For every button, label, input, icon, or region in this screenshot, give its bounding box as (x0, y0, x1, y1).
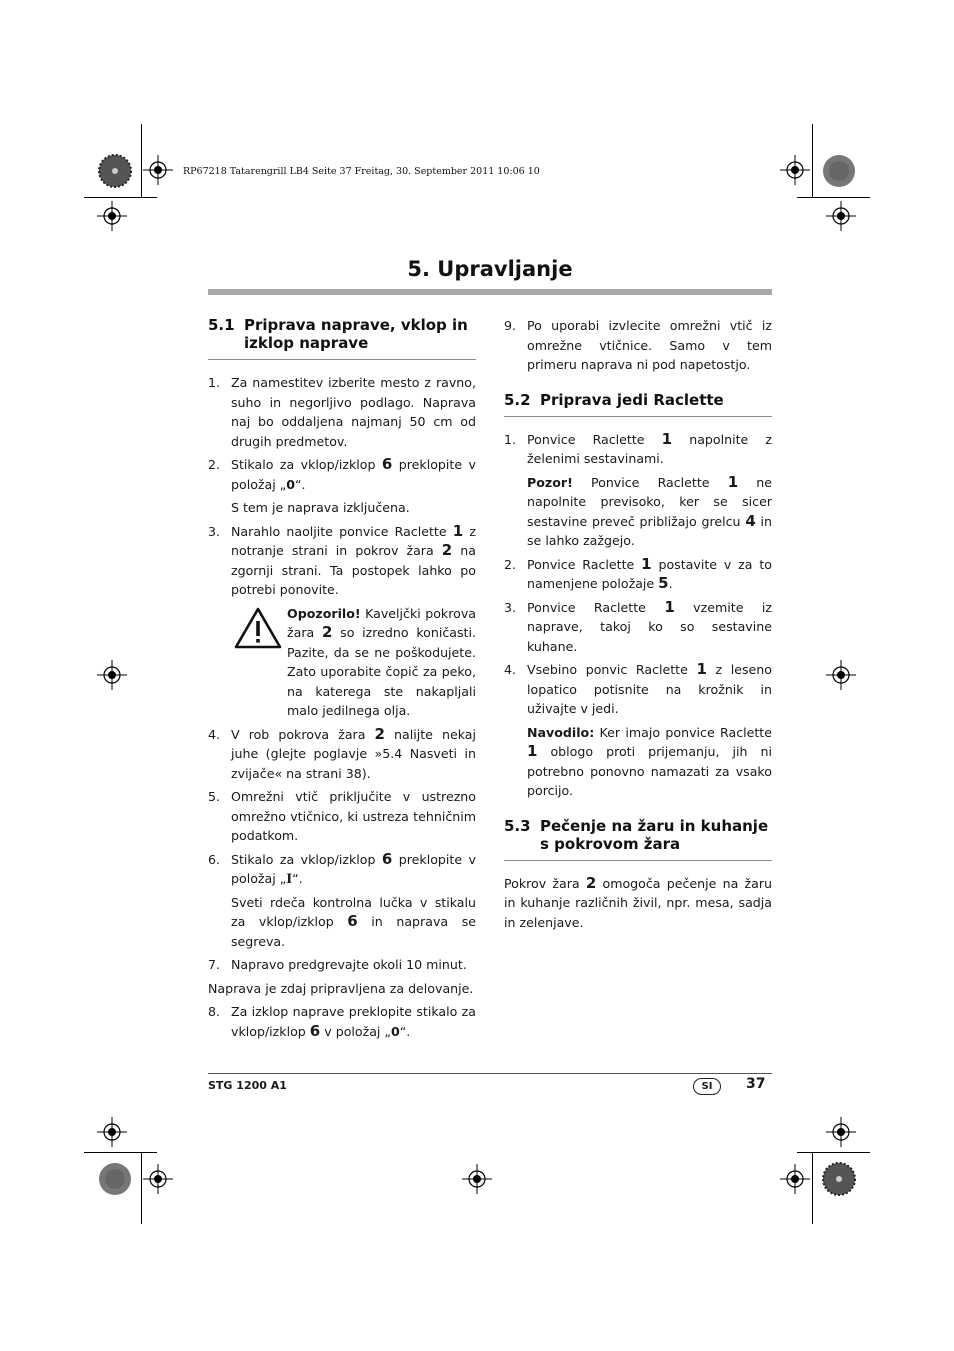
caution-label: Pozor! (527, 474, 573, 490)
model-number: STG 1200 A1 (208, 1079, 287, 1092)
instruction-label: Navodilo: (527, 724, 595, 740)
list-item: 3. Narahlo naoljite ponvice Raclette 1 z notranje strani in pokrov žara 2 na zgornji strani. Ta postopek lahko po potrebi ponovite. (208, 521, 476, 597)
page-title: 5. Upravljanje (407, 257, 573, 281)
list-item: 1. Za namestitev izberite mesto z ravno, suho in negorljivo podlago. Naprava naj bo oddaljena najmanj 50 cm od drugih predmetov. (208, 375, 476, 449)
instruction-note: Navodilo: Ker imajo ponvice Raclette 1 oblogo proti prijemanju, jih ni potrebno ponovno namazati za vsako porcijo. (527, 724, 772, 798)
list-item: 1. Ponvice Raclette 1 napolnite z želenimi sestavinami. (504, 429, 773, 466)
section-heading-5-2 (504, 391, 772, 417)
language-badge: SI (693, 1078, 721, 1095)
registration-mark-icon (826, 1117, 856, 1147)
section-heading-5-3 (504, 817, 772, 861)
warning-box: Opozorilo! Kaveljčki pokrova žara 2 so izredno koničasti. Pazite, da se ne poškodujete. Zato uporabite čopič za peko, na katerega ste nakapljali malo jedilnega olja. (208, 604, 476, 721)
paragraph: Naprava je zdaj pripravljena za delovanje. (208, 980, 474, 996)
list-item: 8. Za izklop naprave preklopite stikalo za vklop/izklop 6 v položaj „0“. (208, 1004, 476, 1040)
section-title: Pečenje na žaru in kuhanje s pokrovom žara (540, 816, 769, 853)
registration-mark-icon (826, 201, 856, 231)
section-number: 5.3 (504, 816, 531, 835)
list-item-note: S tem je naprava izključena. (231, 500, 410, 515)
registration-mark-icon (97, 660, 127, 690)
page-number: 37 (746, 1076, 766, 1092)
registration-mark-icon (97, 1117, 127, 1147)
list-item: 4. Vsebino ponvic Raclette 1 z leseno lopatico potisnite na krožnik in uživajte v jedi. (504, 660, 772, 716)
registration-mark-icon (97, 201, 127, 231)
section-title: Priprava naprave, vklop in izklop naprave (244, 316, 468, 352)
left-column (208, 316, 476, 1045)
registration-mark-icon (826, 660, 856, 690)
color-bar-rosette-icon (98, 154, 132, 188)
list-item: 5. Omrežni vtič priključite v ustrezno omrežno vtičnico, ki ustreza tehničnim podatkom. (208, 789, 476, 843)
title-underline-bar (208, 289, 772, 295)
caution-note: Pozor! Ponvice Raclette 1 ne napolnite previsoko, ker se sicer sestavine preveč približajo grelcu 4 in se lahko zažgejo. (527, 472, 773, 548)
registration-mark-icon (780, 155, 810, 185)
registration-mark-icon (143, 1164, 173, 1194)
list-item: 2. Ponvice Raclette 1 postavite v za to namenjene položaje 5. (504, 554, 772, 592)
registration-mark-icon (143, 155, 173, 185)
right-column (504, 316, 772, 936)
list-item: 4. V rob pokrova žara 2 nalijte nekaj juhe (glejte poglavje »5.4 Nasveti in zvijače« na strani 38). (208, 724, 476, 781)
warning-triangle-icon (233, 606, 283, 650)
color-bar-rosette-icon (98, 1162, 132, 1196)
warning-label: Opozorilo! (287, 605, 361, 621)
section-number: 5.1 (208, 316, 235, 334)
list-item: 7. Napravo predgrevajte okoli 10 minut. (208, 957, 467, 972)
registration-mark-icon (780, 1164, 810, 1194)
paragraph: Pokrov žara 2 omogoča pečenje na žaru in kuhanje različnih živil, npr. mesa, sadja in zelenjave. (504, 873, 772, 930)
list-item: 3. Ponvice Raclette 1 vzemite iz naprave, takoj ko so sestavine kuhane. (504, 597, 772, 654)
section-number: 5.2 (504, 390, 531, 409)
section-heading-5-1 (208, 316, 476, 360)
print-slug-line: RP67218 Tatarengrill LB4 Seite 37 Freitag, 30. September 2011 10:06 10 (183, 166, 540, 177)
registration-mark-icon (462, 1164, 492, 1194)
list-item-note: Sveti rdeča kontrolna lučka v stikalu za vklop/izklop 6 in naprava se segreva. (231, 894, 477, 949)
list-item: 6. Stikalo za vklop/izklop 6 preklopite v položaj „I“. (208, 849, 476, 886)
list-item: 2. Stikalo za vklop/izklop 6 preklopite v položaj „0“. (208, 455, 476, 492)
color-bar-rosette-icon (822, 1162, 856, 1196)
color-bar-rosette-icon (822, 154, 856, 188)
list-item: 9. Po uporabi izvlecite omrežni vtič iz omrežne vtičnice. Samo v tem primeru naprava ni pod napetostjo. (504, 318, 772, 372)
footer-rule (208, 1073, 772, 1074)
section-title: Priprava jedi Raclette (540, 390, 724, 409)
